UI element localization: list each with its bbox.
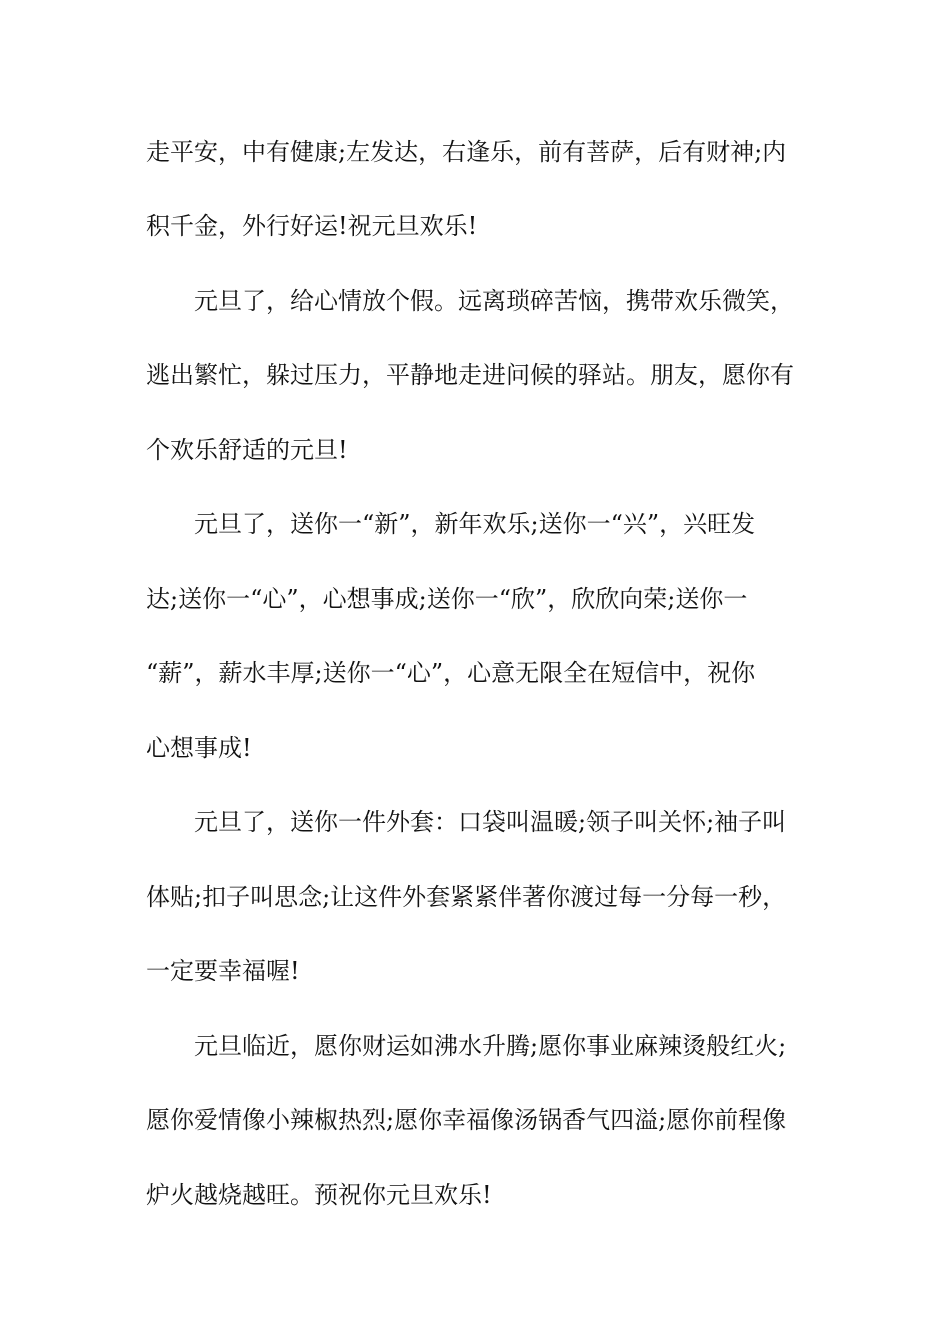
- paragraph-3-line-1: 元旦了，送你一“新”，新年欢乐;送你一“兴”，兴旺发: [194, 510, 756, 538]
- paragraph-2-line-3: 个欢乐舒适的元旦!: [146, 436, 348, 464]
- paragraph-3-line-4: 心想事成!: [146, 734, 252, 762]
- paragraph-5-line-1: 元旦临近，愿你财运如沸水升腾;愿你事业麻辣烫般红火;: [194, 1032, 787, 1060]
- paragraph-4-line-3: 一定要幸福喔!: [146, 957, 300, 985]
- paragraph-3-line-3: “薪”，薪水丰厚;送你一“心”，心意无限全在短信中，祝你: [146, 659, 756, 687]
- paragraph-1-line-2: 积千金，外行好运!祝元旦欢乐!: [146, 212, 478, 240]
- paragraph-3-line-2: 达;送你一“心”，心想事成;送你一“欣”，欣欣向荣;送你一: [146, 585, 748, 613]
- paragraph-2-line-2: 逃出繁忙，躲过压力，平静地走进问候的驿站。朋友，愿你有: [146, 361, 794, 389]
- paragraph-5-line-3: 炉火越烧越旺。预祝你元旦欢乐!: [146, 1181, 492, 1209]
- paragraph-2-line-1: 元旦了，给心情放个假。远离琐碎苦恼，携带欢乐微笑，: [194, 287, 794, 315]
- paragraph-4-line-1: 元旦了，送你一件外套：口袋叫温暖;领子叫关怀;袖子叫: [194, 808, 787, 836]
- paragraph-5-line-2: 愿你爱情像小辣椒热烈;愿你幸福像汤锅香气四溢;愿你前程像: [146, 1106, 787, 1134]
- paragraph-1-line-1: 走平安，中有健康;左发达，右逢乐，前有菩萨，后有财神;内: [146, 138, 787, 166]
- paragraph-4-line-2: 体贴;扣子叫思念;让这件外套紧紧伴著你渡过每一分每一秒，: [146, 883, 787, 911]
